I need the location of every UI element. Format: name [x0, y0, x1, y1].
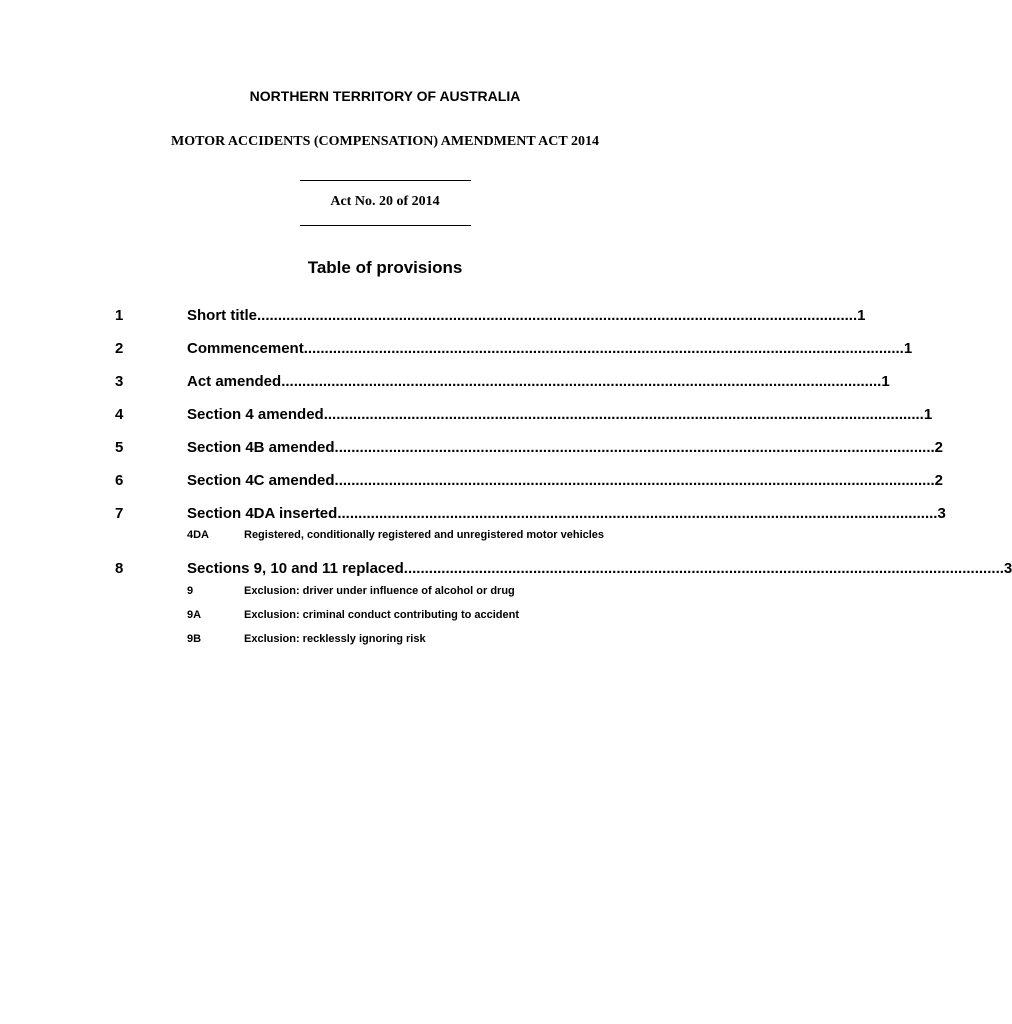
toc-subentry-number: 9A	[187, 609, 202, 621]
toc-entry-title: Act amended	[187, 373, 282, 390]
toc-entry-number: 2	[115, 340, 124, 357]
toc-entry-page: 2	[934, 439, 944, 456]
toc-subentry-number: 9B	[187, 633, 202, 645]
jurisdiction-heading: NORTHERN TERRITORY OF AUSTRALIA	[249, 88, 521, 104]
toc-entry[interactable]	[115, 560, 1012, 582]
toc-entry[interactable]	[115, 307, 866, 329]
toc-entry-number: 8	[115, 560, 124, 577]
toc-subentry-title: Exclusion: driver under influence of alcohol or drug	[244, 585, 515, 597]
toc-entry-number: 7	[115, 505, 124, 522]
toc-leader: ................................................................................................................................................	[257, 307, 858, 324]
toc-leader: ................................................................................................................................................	[281, 373, 882, 390]
toc-entry-title: Sections 9, 10 and 11 replaced	[187, 560, 404, 577]
toc-entry-number: 4	[115, 406, 124, 423]
toc-entry[interactable]	[115, 340, 913, 362]
toc-entry-page: 1	[923, 406, 933, 423]
toc-entry-page: 3	[937, 505, 946, 522]
toc-entry-page: 2	[934, 472, 944, 489]
toc-entry-page: 3	[1003, 560, 1012, 577]
toc-subentry[interactable]	[187, 608, 627, 622]
toc-leader: ................................................................................................................................................	[303, 340, 904, 357]
divider-bottom	[300, 225, 471, 226]
act-title: MOTOR ACCIDENTS (COMPENSATION) AMENDMENT ACT 2014	[171, 134, 599, 149]
toc-entry[interactable]	[115, 505, 946, 527]
toc-entry-title: Short title	[187, 307, 257, 324]
toc-leader: ................................................................................................................................................	[337, 505, 938, 522]
toc-entry[interactable]	[115, 373, 890, 395]
toc-leader: ................................................................................................................................................	[334, 472, 935, 489]
toc-entry-number: 1	[115, 307, 124, 324]
toc-subentry-number: 9	[187, 585, 194, 597]
toc-entry-title: Section 4C amended	[187, 472, 335, 489]
act-number: Act No. 20 of 2014	[330, 194, 440, 209]
toc-leader: ................................................................................................................................................	[403, 560, 1004, 577]
toc-entry[interactable]	[115, 439, 944, 461]
toc-entry-title: Section 4 amended	[187, 406, 324, 423]
toc-entry[interactable]	[115, 406, 933, 428]
toc-entry-number: 5	[115, 439, 124, 456]
toc-subentry-number: 4DA	[187, 529, 210, 541]
toc-entry-number: 3	[115, 373, 124, 390]
toc-leader: ................................................................................................................................................	[323, 406, 924, 423]
toc-entry-page: 1	[857, 307, 866, 324]
toc-subentry-title: Exclusion: criminal conduct contributing to accident	[244, 609, 520, 621]
toc-entry-page: 1	[881, 373, 890, 390]
toc-subentry-title: Registered, conditionally registered and unregistered motor vehicles	[244, 529, 605, 541]
toc-entry-title: Section 4B amended	[187, 439, 335, 456]
toc-entry-title: Section 4DA inserted	[187, 505, 338, 522]
toc-heading: Table of provisions	[307, 258, 463, 277]
toc-subentry[interactable]	[187, 584, 627, 598]
toc-entry-title: Commencement	[187, 340, 304, 357]
toc-subentry-title: Exclusion: recklessly ignoring risk	[244, 633, 426, 645]
toc-subentry[interactable]	[187, 632, 627, 646]
divider-top	[300, 180, 471, 181]
toc-entry[interactable]	[115, 472, 944, 494]
toc-entry-number: 6	[115, 472, 124, 489]
toc-entry-page: 1	[903, 340, 913, 357]
toc-subentry[interactable]	[187, 528, 627, 556]
toc-leader: ................................................................................................................................................	[334, 439, 935, 456]
